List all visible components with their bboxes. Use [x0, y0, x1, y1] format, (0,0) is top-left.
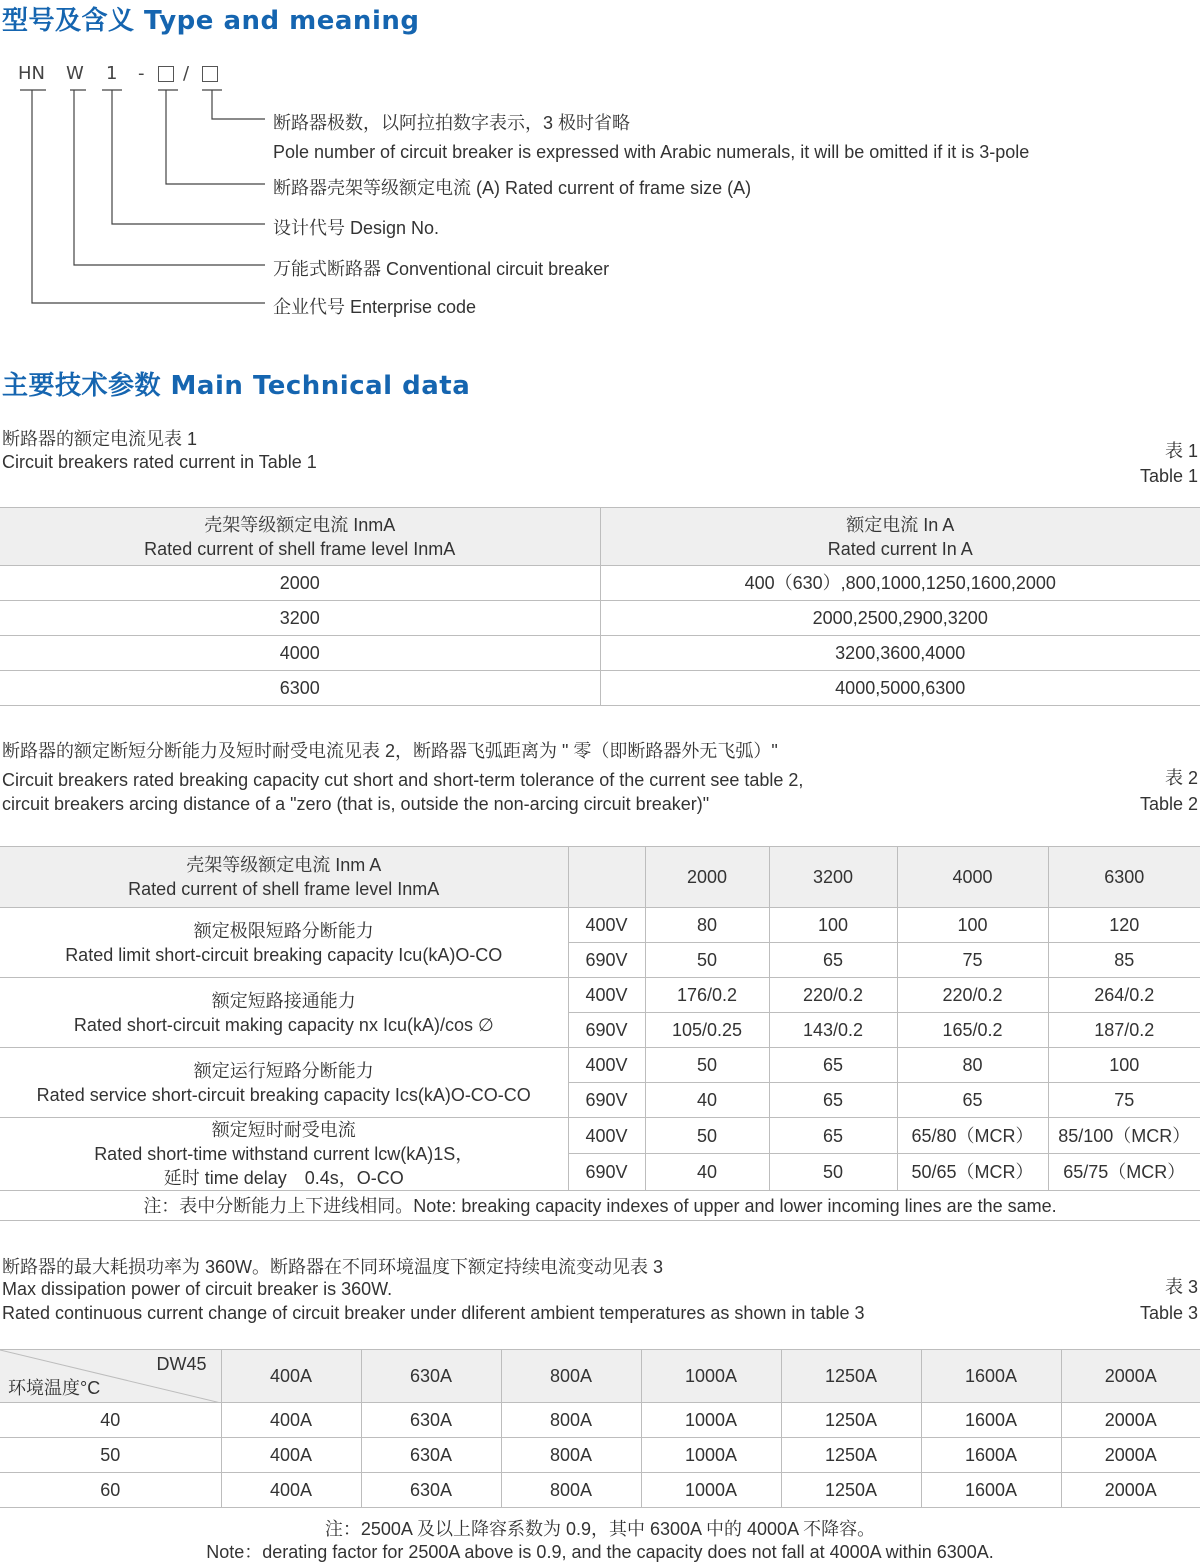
table2-group-icw: 额定短时耐受电流 Rated short-time withstand current lcw(kA)1S， 延时 time delay 0.4s，O-CO	[0, 1118, 568, 1191]
meaning-frame-current: 断路器壳架等级额定电流 (A) Rated current of frame size (A)	[273, 178, 752, 198]
table3-temperature-derating: DW45 环境温度°C 400A 630A 800A 1000A 1250A 1600A 2000A 40 400A 630A 800A 1000A 1250A 1600A 2000A 50 400A 630A 800A 1000A 1250A 1600A 2000A 60 400A 630A 800A 1000A 1250A 1600A 2000A	[0, 1349, 1200, 1508]
table-row: 额定运行短路分断能力 Rated service short-circuit breaking capacity Ics(kA)O-CO-CO 400V 50 65 80 100	[0, 1048, 1200, 1083]
meaning-conventional-breaker: 万能式断路器 Conventional circuit breaker	[273, 259, 610, 279]
table2-header-frame: 壳架等级额定电流 Inm A Rated current of shell frame level InmA	[0, 847, 568, 908]
table2-group-icu: 额定极限短路分断能力 Rated limit short-circuit breaking capacity Icu(kA)O-CO	[0, 908, 568, 978]
code-part-1: 1	[106, 63, 118, 84]
table2-breaking-capacity	[0, 846, 1200, 1221]
table3-label-cn: 表 3	[1164, 1277, 1198, 1297]
table2-note-row	[0, 1191, 1200, 1221]
table2-label-en: Table 2	[1139, 794, 1198, 814]
table3-note-en: Note：derating factor for 2500A above is 0.9, and the capacity does not fall at 4000A within 6300A.	[206, 1542, 994, 1562]
table-row: 60 400A 630A 800A 1000A 1250A 1600A 2000A	[0, 1473, 1200, 1508]
code-part-hn: HN	[18, 63, 45, 84]
table2-note: 注：表中分断能力上下进线相同。Note: breaking capacity indexes of upper and lower incoming lines are the same.	[0, 1191, 1200, 1221]
table3-corner-model: DW45	[156, 1354, 207, 1374]
table-row: 690V 105/0.25 143/0.2 165/0.2 187/0.2	[0, 1013, 1200, 1048]
table1-label-en: Table 1	[1139, 466, 1198, 486]
table-row: 额定短时耐受电流 Rated short-time withstand current lcw(kA)1S， 延时 time delay 0.4s，O-CO 400V 50 65 65/80（MCR） 85/100（MCR）	[0, 1118, 1200, 1154]
table-row: 3200 2000,2500,2900,3200	[0, 601, 1200, 636]
table3-note-cn: 注：2500A 及以上降容系数为 0.9，其中 6300A 中的 4000A 不降容。	[324, 1519, 876, 1539]
table-row: 6300 4000,5000,6300	[0, 671, 1200, 706]
table2-intro-cn: 断路器的额定断短分断能力及短时耐受电流见表 2，断路器飞弧距离为 " 零（即断路器外无飞弧）"	[2, 741, 778, 761]
table-row: 40 400A 630A 800A 1000A 1250A 1600A 2000A	[0, 1403, 1200, 1438]
meaning-design-no: 设计代号 Design No.	[273, 218, 440, 238]
table1-header-rated: 额定电流 In A Rated current In A	[600, 508, 1200, 566]
table2-header-2000: 2000	[645, 847, 769, 908]
table-row: 690V 50 65 75 85	[0, 943, 1200, 978]
table-row: 额定短路接通能力 Rated short-circuit making capacity nx Icu(kA)/cos ∅ 400V 176/0.2 220/0.2 220/0.2 264/0.2	[0, 978, 1200, 1013]
meaning-poles-cn: 断路器极数，以阿拉拍数字表示，3 极时省略	[273, 113, 631, 133]
table1-header-frame: 壳架等级额定电流 InmA Rated current of shell frame level InmA	[0, 508, 600, 566]
section-title-technical-data: 主要技术参数 Main Technical data	[2, 371, 471, 401]
table-row: 2000 400（630）,800,1000,1250,1600,2000	[0, 566, 1200, 601]
table3-intro-en-2: Rated continuous current change of circuit breaker under dliferent ambient temperatures as shown in table 3	[2, 1303, 865, 1323]
table2-header-voltage	[568, 847, 645, 908]
code-leader-lines	[0, 0, 270, 320]
section-title-type-meaning: 型号及含义 Type and meaning	[2, 6, 420, 36]
table-row: 690V 40 50 50/65（MCR） 65/75（MCR）	[0, 1154, 1200, 1191]
code-dash: -	[138, 63, 145, 84]
meaning-enterprise-code: 企业代号 Enterprise code	[273, 297, 477, 317]
table3-label-en: Table 3	[1139, 1303, 1198, 1323]
table2-group-ics: 额定运行短路分断能力 Rated service short-circuit breaking capacity Ics(kA)O-CO-CO	[0, 1048, 568, 1118]
meaning-poles-en: Pole number of circuit breaker is expressed with Arabic numerals, it will be omitted if it is 3-pole	[273, 142, 1030, 162]
code-part-w: W	[66, 63, 84, 84]
table1-rated-current	[0, 507, 1200, 706]
table1-intro-cn: 断路器的额定电流见表 1	[2, 429, 198, 449]
table1-intro-en: Circuit breakers rated current in Table 1	[2, 452, 317, 472]
table3-intro-en-1: Max dissipation power of circuit breaker is 360W.	[2, 1279, 393, 1299]
table2-group-making: 额定短路接通能力 Rated short-circuit making capacity nx Icu(kA)/cos ∅	[0, 978, 568, 1048]
table-row: 4000 3200,3600,4000	[0, 636, 1200, 671]
table2-label-cn: 表 2	[1164, 768, 1198, 788]
table3-corner-cell	[0, 1350, 221, 1403]
table2-header-3200: 3200	[769, 847, 897, 908]
table2-header-6300: 6300	[1048, 847, 1200, 908]
table-row: 额定极限短路分断能力 Rated limit short-circuit breaking capacity Icu(kA)O-CO 400V 80 100 100 120	[0, 908, 1200, 943]
table2-header-4000: 4000	[897, 847, 1048, 908]
table1-label-cn: 表 1	[1164, 441, 1198, 461]
table2-intro-en-2: circuit breakers arcing distance of a "zero (that is, outside the non-arcing circuit breaker)"	[2, 794, 710, 814]
code-slash: /	[183, 63, 190, 84]
table-row: 50 400A 630A 800A 1000A 1250A 1600A 2000A	[0, 1438, 1200, 1473]
table3-corner-temperature: 环境温度°C	[8, 1378, 101, 1398]
table3-intro-cn: 断路器的最大耗损功率为 360W。断路器在不同环境温度下额定持续电流变动见表 3	[2, 1257, 664, 1277]
table-row: 690V 40 65 65 75	[0, 1083, 1200, 1118]
table2-intro-en-1: Circuit breakers rated breaking capacity cut short and short-term tolerance of the current see table 2,	[2, 770, 804, 790]
